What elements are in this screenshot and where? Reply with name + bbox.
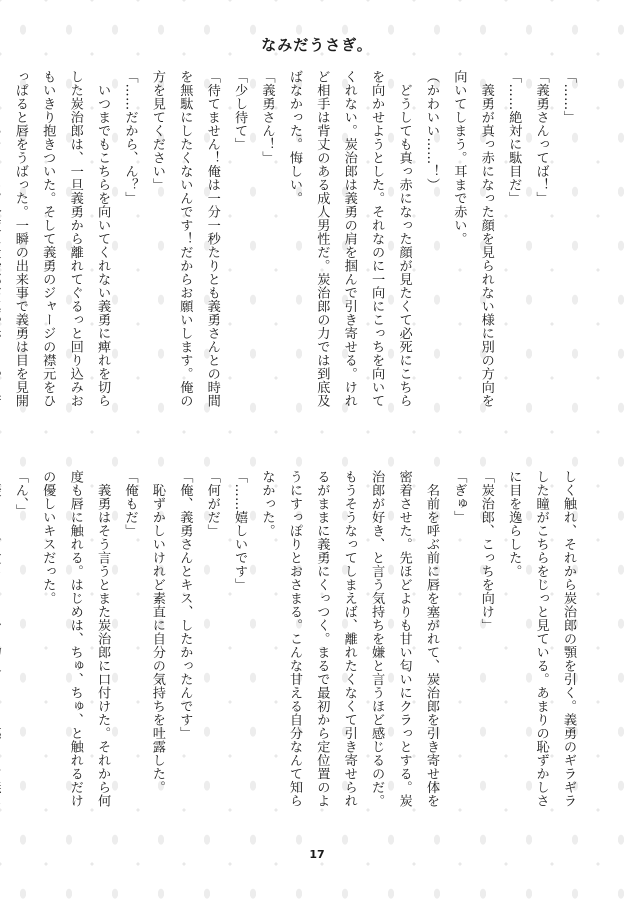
text-line: 「義勇さんってば！」: [533, 70, 549, 205]
text-line: くれない。炭治郎は義勇の肩を掴んで引き寄せる。けれ: [341, 70, 357, 408]
text-line: （かわいい……！）: [423, 70, 439, 192]
text-block-bottom: [12, 470, 582, 825]
text-line: 「……絶対に駄目だ」: [506, 70, 522, 205]
text-block-top: [12, 70, 582, 445]
text-line: もいきり抱きついた。そして義勇のジャージの襟元をひ: [40, 70, 56, 408]
text-line: っぱると唇をうばった。一瞬の出来事で義勇は目を見開: [12, 70, 28, 408]
text-line: 「俺もだ」: [122, 470, 138, 538]
text-line: 「待てません！俺は一分一秒たりとも義勇さんとの時間: [204, 70, 220, 408]
text-line: の優しいキスだった。: [40, 470, 56, 605]
text-line: に目を逸らした。: [506, 470, 522, 578]
text-line: した瞳がこちらをじっと見ている。あまりの恥ずかしさ: [533, 470, 549, 808]
text-line: ど相手は背丈のある成人男性だ。炭治郎の力では到底及: [314, 70, 330, 408]
text-line: どうしても真っ赤になった顔が見たくて必死にこちら: [396, 70, 412, 408]
text-line: 「……だから、ん？」: [122, 70, 138, 205]
text-line: 「何がだ」: [204, 470, 220, 538]
text-line: した炭治郎は、一旦義勇から離れてぐるっと回り込みお: [67, 70, 83, 408]
text-line: ばなかった。悔しい。: [286, 70, 302, 205]
text-line: もうそうなってしまえば、離れたくなくて引き寄せられ: [341, 470, 357, 808]
text-line: なかった。: [259, 470, 275, 538]
text-line: 恥ずかしいけれど素直に自分の気持ちを吐露した。: [149, 470, 165, 794]
text-line: 「ん、」: [12, 470, 28, 518]
text-line: いつまでもこちらを向いてくれない義勇に痺れを切ら: [95, 70, 111, 408]
text-line: るがままに義勇にくっつく。まるで最初から定位置のよ: [314, 470, 330, 808]
text-line: 名前を呼ぶ前に唇を塞がれて、炭治郎を引き寄せ体を: [423, 470, 439, 808]
text-line: 方を見てください」: [149, 70, 165, 192]
text-line: 治郎が好き、と言う気持ちを嫌と言うほど感じるのだ。: [369, 470, 385, 808]
text-line: 「義勇さん！」: [259, 70, 275, 165]
text-line: 「少し待て」: [232, 70, 248, 151]
text-line: 義勇が真っ赤になった顔を見られない様に別の方向を: [478, 70, 494, 408]
text-line: を無駄にしたくないんです！だからお願いします。俺の: [177, 70, 193, 408]
text-line: 度も唇に触れる。はじめは、ちゅ、ちゅ、と触れるだけ: [67, 470, 83, 808]
page-number: 17: [309, 848, 325, 861]
text-line: 「ぎゅ」: [451, 470, 467, 524]
text-line: 義勇はそう言うとまた炭治郎に口付けた。それから何: [95, 470, 111, 808]
text-line: 「……嬉しいです」: [232, 470, 248, 592]
text-line: しく触れ、それから炭治郎の顎を引く。義勇のギラギラ: [561, 470, 576, 808]
text-line: 「……」: [561, 70, 576, 124]
text-line: うにすっぽりとおさまる。こんな甘える自分なんて知ら: [286, 470, 302, 808]
text-line: 向いてしまう。耳まで赤い。: [451, 70, 467, 246]
text-line: 「炭治郎、こっちを向け」: [478, 470, 494, 632]
text-line: [0, 470, 6, 825]
text-line: 密着させた。先ほどよりも甘い匂いにクラっとする。炭: [396, 470, 412, 808]
text-line: 「俺、義勇さんとキス、したかったんです」: [177, 470, 193, 740]
text-line: [0, 70, 6, 445]
text-line: を向かせようとした。それなのに一向にこっちを向いて: [369, 70, 385, 408]
page-header-title: なみだうさぎ。: [261, 36, 373, 54]
